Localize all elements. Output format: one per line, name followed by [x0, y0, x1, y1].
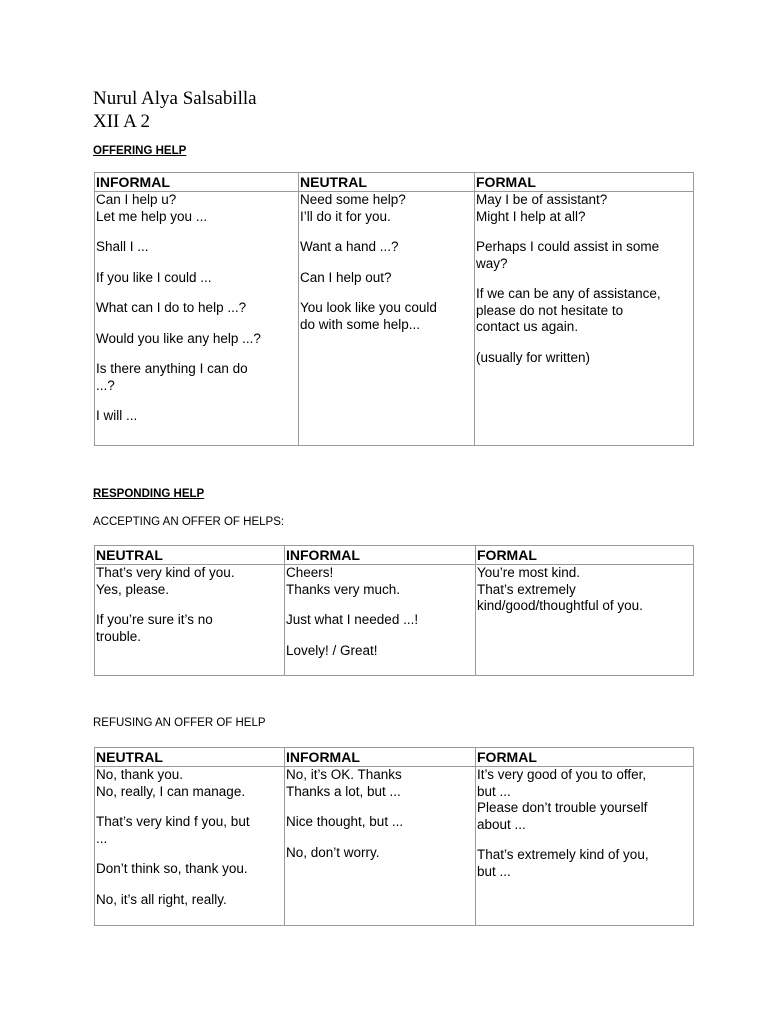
phrase-line: (usually for written) — [476, 349, 591, 365]
phrase-line: Don’t think so, thank you. — [96, 861, 248, 876]
column-header: INFORMAL — [285, 546, 476, 565]
phrase-line: Cheers! — [286, 565, 334, 580]
phrase-line: about ... — [477, 816, 526, 832]
table-row — [95, 565, 694, 676]
phrase-line: No, really, I can manage. — [96, 783, 246, 799]
phrase-line: Perhaps I could assist in some — [476, 239, 660, 254]
phrase-line: contact us again. — [476, 319, 579, 334]
offering-help-heading: OFFERING HELP — [93, 145, 187, 157]
phrase-line: trouble. — [96, 628, 142, 644]
informal-cell — [95, 192, 299, 446]
phrase-line: What can I do to help ...? — [96, 300, 247, 315]
phrase-line: kind/good/thoughtful of you. — [477, 598, 643, 613]
phrase-line: If you’re sure it’s no — [96, 612, 213, 627]
column-header: NEUTRAL — [95, 546, 285, 565]
phrase-line: That’s extremely kind of you, — [477, 847, 649, 862]
phrase-line: That’s very kind of you. — [96, 565, 235, 580]
phrase-line: do with some help... — [300, 316, 421, 332]
student-name: Nurul Alya Salsabilla — [93, 88, 257, 109]
neutral-cell — [95, 565, 285, 676]
column-header: INFORMAL — [95, 173, 299, 192]
column-header: FORMAL — [475, 173, 694, 192]
phrase-line: Let me help you ... — [96, 208, 208, 224]
phrase-line: That’s very kind f you, but — [96, 814, 250, 829]
phrase-line: Can I help out? — [300, 269, 392, 285]
phrase-line: but ... — [477, 783, 511, 799]
phrase-line: Would you like any help ...? — [96, 330, 261, 346]
column-header: FORMAL — [476, 748, 694, 767]
phrase-line: It’s very good of you to offer, — [477, 767, 647, 782]
formal-cell — [476, 565, 694, 676]
phrase-line: Want a hand ...? — [300, 239, 399, 254]
phrase-line: but ... — [477, 863, 511, 879]
table-row — [95, 767, 694, 926]
refusing-offer-table — [94, 747, 694, 926]
phrase-line: May I be of assistant? — [476, 192, 608, 207]
table-header-row — [95, 748, 694, 767]
phrase-line: If you like I could ... — [96, 269, 212, 285]
phrase-line: You’re most kind. — [477, 565, 581, 580]
phrase-line: Please don’t trouble yourself — [477, 800, 648, 815]
phrase-line: Thanks a lot, but ... — [286, 783, 401, 799]
informal-cell — [285, 565, 476, 676]
phrase-line: Nice thought, but ... — [286, 814, 404, 829]
phrase-line: No, it’s OK. Thanks — [286, 767, 402, 782]
accepting-offer-table — [94, 545, 694, 676]
phrase-line: please do not hesitate to — [476, 302, 624, 318]
phrase-line: way? — [476, 255, 508, 271]
column-header: NEUTRAL — [95, 748, 285, 767]
formal-cell — [475, 192, 694, 446]
phrase-line: I will ... — [96, 408, 138, 423]
refusing-offer-subheading: REFUSING AN OFFER OF HELP — [93, 717, 266, 729]
table-header-row — [95, 173, 694, 192]
phrase-line: ...? — [96, 377, 115, 393]
offering-help-table — [94, 172, 694, 446]
table-row — [95, 192, 694, 446]
phrase-line: Need some help? — [300, 192, 406, 207]
formal-cell — [476, 767, 694, 926]
phrase-line: Might I help at all? — [476, 208, 586, 224]
responding-help-heading: RESPONDING HELP — [93, 488, 205, 500]
accepting-offer-subheading: ACCEPTING AN OFFER OF HELPS: — [93, 516, 285, 528]
student-class: XII A 2 — [93, 111, 150, 132]
informal-cell — [285, 767, 476, 926]
phrase-line: ... — [96, 830, 108, 846]
column-header: NEUTRAL — [299, 173, 475, 192]
phrase-line: That’s extremely — [477, 581, 576, 597]
phrase-line: No, thank you. — [96, 767, 184, 782]
neutral-cell — [95, 767, 285, 926]
table-header-row — [95, 546, 694, 565]
phrase-line: You look like you could — [300, 300, 437, 315]
neutral-cell — [299, 192, 475, 446]
column-header: FORMAL — [476, 546, 694, 565]
phrase-line: No, it’s all right, really. — [96, 891, 227, 907]
phrase-line: Thanks very much. — [286, 581, 401, 597]
phrase-line: I’ll do it for you. — [300, 208, 391, 224]
phrase-line: Shall I ... — [96, 239, 149, 254]
phrase-line: Lovely! / Great! — [286, 642, 378, 658]
phrase-line: No, don’t worry. — [286, 844, 380, 860]
phrase-line: If we can be any of assistance, — [476, 286, 661, 301]
phrase-line: Is there anything I can do — [96, 361, 248, 376]
phrase-line: Just what I needed ...! — [286, 612, 419, 627]
phrase-line: Yes, please. — [96, 581, 170, 597]
column-header: INFORMAL — [285, 748, 476, 767]
phrase-line: Can I help u? — [96, 192, 177, 207]
